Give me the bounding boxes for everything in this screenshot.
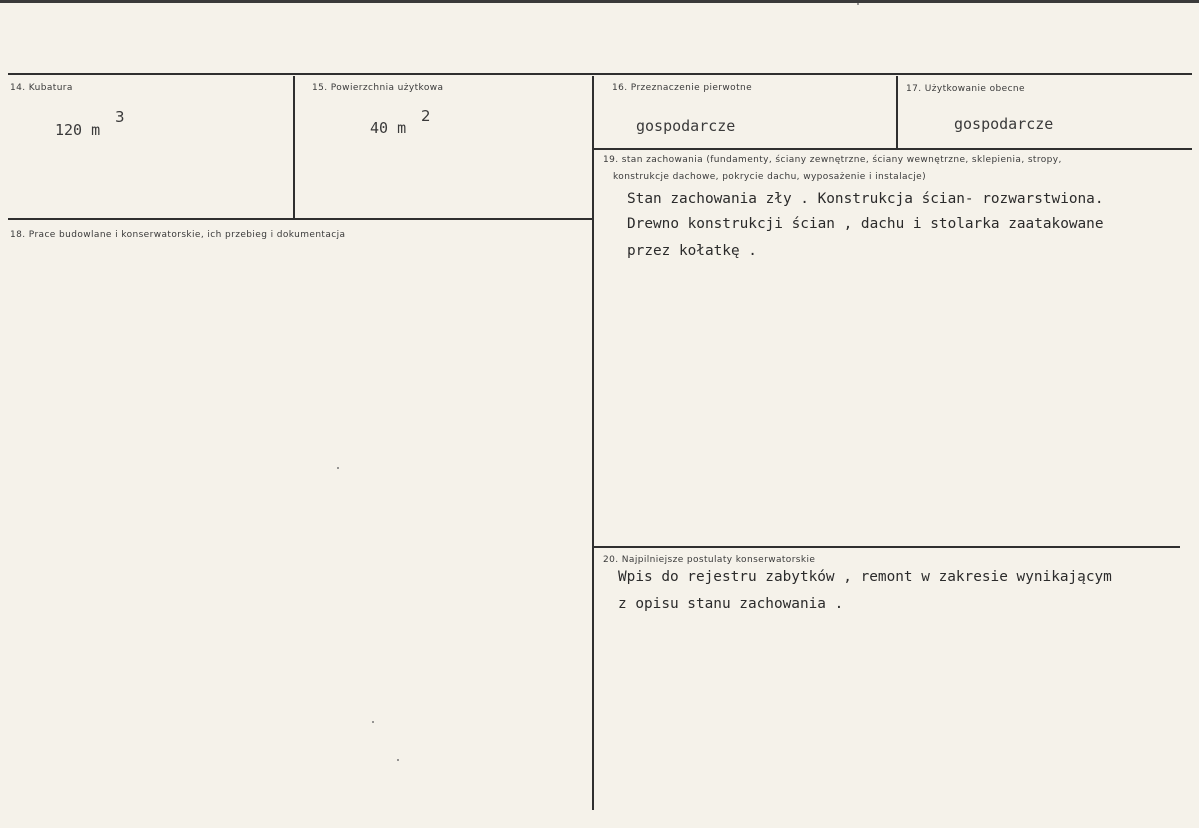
field-14-value: 120 m [55, 121, 101, 139]
divider-14-15 [293, 76, 295, 219]
field-19-text-line-1: Stan zachowania zły . Konstrukcja ścian- rozwarstwiona. [627, 191, 1104, 207]
paper-speck [372, 721, 374, 723]
rule-below-16-17 [594, 148, 1192, 150]
field-15-value: 40 m [370, 119, 407, 137]
field-17-value: gospodarcze [954, 115, 1054, 133]
field-20-text-line-1: Wpis do rejestru zabytków , remont w zakresie wynikającym [618, 569, 1112, 585]
field-19-label-line-2: konstrukcje dachowe, pokrycie dachu, wyposażenie i instalacje) [613, 172, 926, 182]
field-16-label: 16. Przeznaczenie pierwotne [612, 83, 753, 93]
paper-speck [337, 467, 339, 469]
field-18-label: 18. Prace budowlane i konserwatorskie, ich przebieg i dokumentacja [10, 230, 346, 240]
divider-16-17 [896, 76, 898, 148]
field-14-unit-exponent: 3 [115, 108, 125, 126]
field-14-label: 14. Kubatura [10, 83, 73, 93]
main-vertical-divider [592, 76, 594, 810]
top-rule [8, 73, 1192, 75]
paper-speck [857, 3, 859, 5]
rule-above-20 [594, 546, 1180, 548]
field-19-label-line-1: 19. stan zachowania (fundamenty, ściany zewnętrzne, ściany wewnętrzne, sklepienia, stropy, [603, 155, 1062, 165]
card-top-edge [0, 0, 1199, 3]
paper-speck [397, 759, 399, 761]
field-20-text-line-2: z opisu stanu zachowania . [618, 596, 844, 612]
field-20-label: 20. Najpilniejsze postulaty konserwatorskie [603, 555, 816, 565]
field-15-unit-exponent: 2 [421, 107, 431, 125]
field-19-text-line-3: przez kołatkę . [627, 243, 757, 259]
field-15-label: 15. Powierzchnia użytkowa [312, 83, 444, 93]
field-16-value: gospodarcze [636, 117, 736, 135]
field-19-text-line-2: Drewno konstrukcji ścian , dachu i stolarka zaatakowane [627, 216, 1104, 232]
field-17-label: 17. Użytkowanie obecne [906, 84, 1025, 94]
rule-below-14-15 [8, 218, 594, 220]
